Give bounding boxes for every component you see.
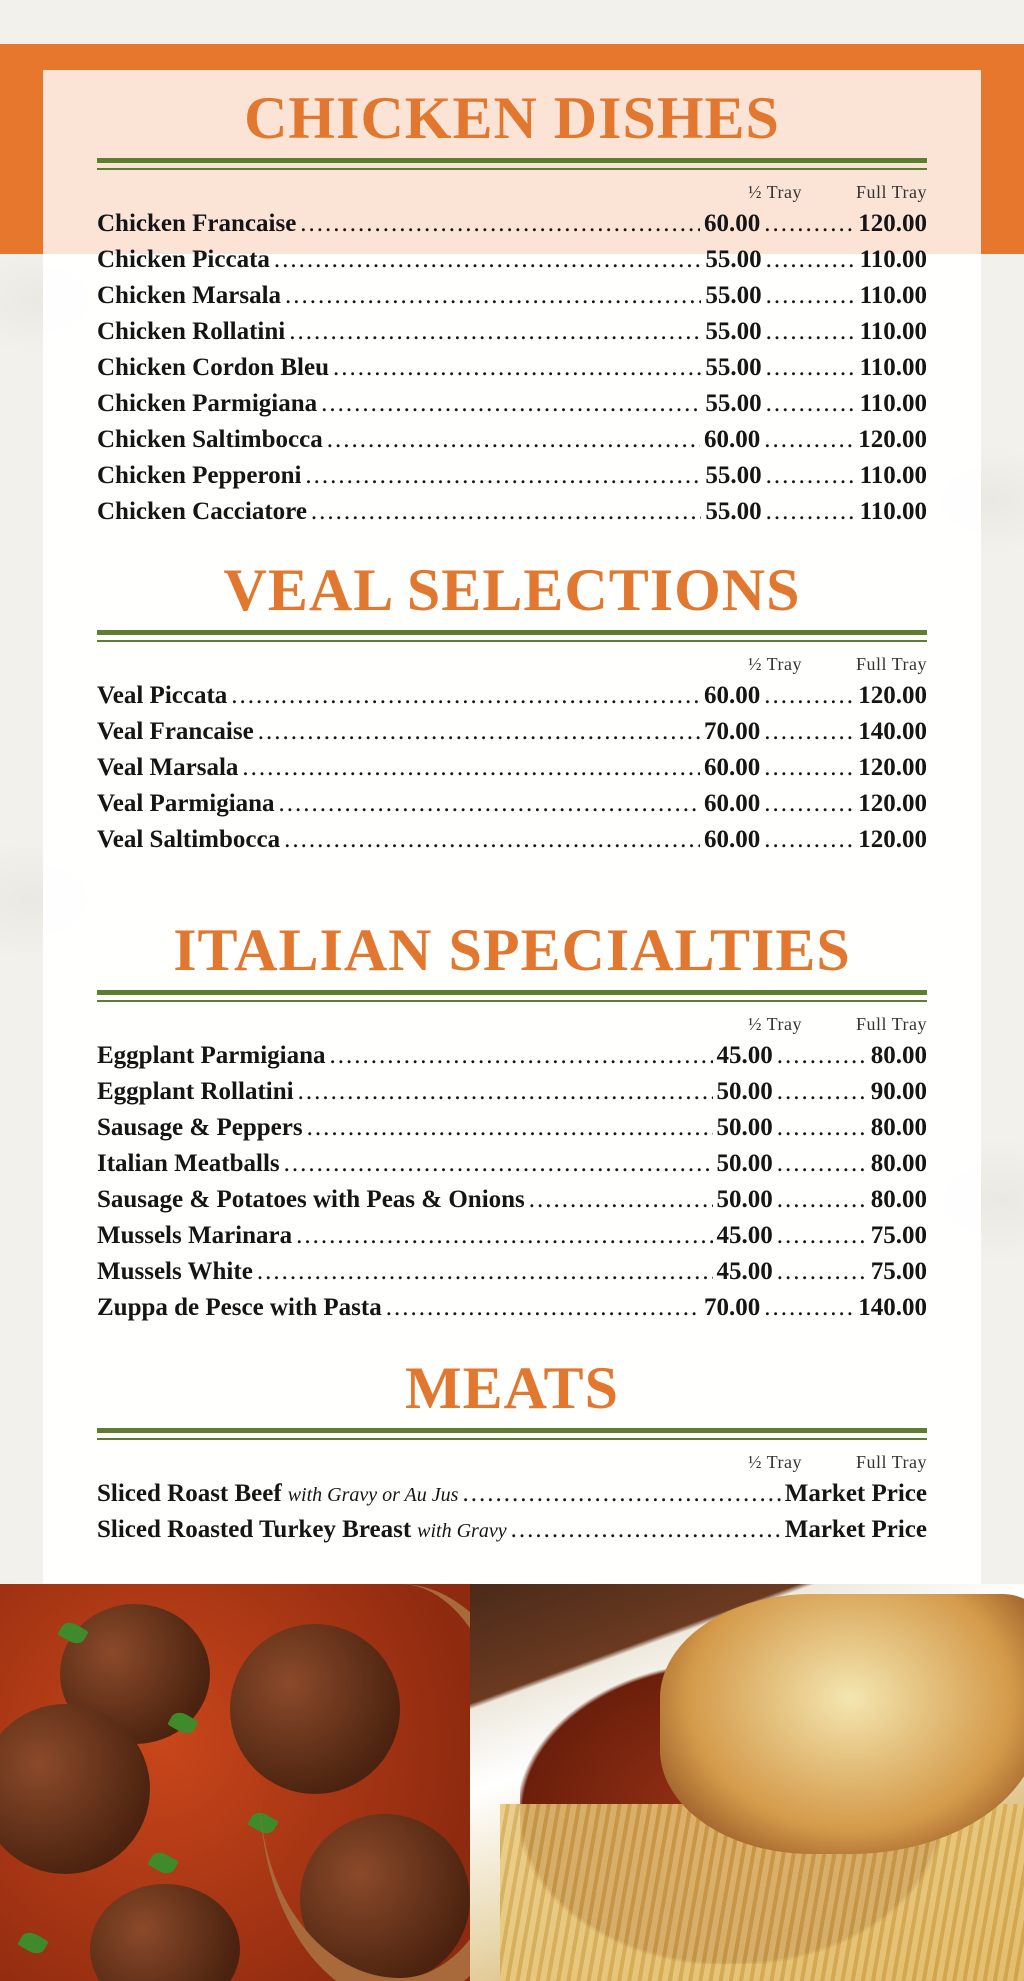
item-name: Veal Parmigiana <box>97 790 275 817</box>
half-tray-header: ½ Tray <box>747 182 802 202</box>
full-tray-price: 110.00 <box>859 462 927 489</box>
half-tray-price: 45.00 <box>716 1042 773 1069</box>
leader-dots <box>257 1254 713 1290</box>
item-name: Veal Saltimbocca <box>97 826 281 853</box>
leader-dots <box>764 750 854 786</box>
half-tray-price: 55.00 <box>705 462 762 489</box>
leader-dots <box>764 422 854 458</box>
leader-dots <box>764 678 854 714</box>
menu-content <box>97 70 927 1548</box>
half-tray-price: 45.00 <box>716 1222 773 1249</box>
full-tray-price: 80.00 <box>870 1186 927 1213</box>
leader-dots <box>764 1290 854 1326</box>
item-name: Chicken Cordon Bleu <box>97 354 329 381</box>
full-tray-price: 120.00 <box>858 826 927 853</box>
section-divider <box>97 158 927 170</box>
item-name: Chicken Piccata <box>97 246 270 273</box>
leader-dots <box>529 1182 713 1218</box>
full-tray-price: 110.00 <box>859 354 927 381</box>
leader-dots <box>333 350 701 386</box>
half-tray-price: 55.00 <box>705 246 762 273</box>
full-tray-price: 90.00 <box>870 1078 927 1105</box>
half-tray-price: 50.00 <box>716 1114 773 1141</box>
leader-dots <box>298 1074 713 1110</box>
column-headers <box>97 1452 927 1476</box>
leader-dots <box>766 278 856 314</box>
cutlet <box>660 1594 1024 1854</box>
leader-dots <box>321 386 701 422</box>
leader-dots <box>296 1218 712 1254</box>
leader-dots <box>274 242 701 278</box>
half-tray-price: 45.00 <box>716 1258 773 1285</box>
item-name: Sliced Roast Beef <box>97 1480 282 1507</box>
section-veal-selections <box>97 557 927 858</box>
leader-dots <box>777 1218 867 1254</box>
item-name: Chicken Saltimbocca <box>97 426 323 453</box>
menu-item <box>97 386 927 422</box>
leader-dots <box>766 386 856 422</box>
leader-dots <box>777 1110 867 1146</box>
full-tray-price: 75.00 <box>870 1258 927 1285</box>
leader-dots <box>258 714 700 750</box>
half-tray-price: 55.00 <box>705 390 762 417</box>
leader-dots <box>285 278 701 314</box>
leader-dots <box>764 714 854 750</box>
full-tray-price: 120.00 <box>858 210 927 237</box>
half-tray-header: ½ Tray <box>747 1452 802 1472</box>
leader-dots <box>777 1074 867 1110</box>
half-tray-price: 50.00 <box>716 1150 773 1177</box>
menu-item <box>97 1110 927 1146</box>
meatball <box>90 1884 240 1981</box>
full-tray-price: 110.00 <box>859 390 927 417</box>
leader-dots <box>311 494 701 530</box>
section-divider <box>97 630 927 642</box>
herb-garnish <box>17 1929 49 1958</box>
item-name: Eggplant Rollatini <box>97 1078 294 1105</box>
item-name: Chicken Rollatini <box>97 318 286 345</box>
leader-dots <box>242 750 700 786</box>
leader-dots <box>777 1146 867 1182</box>
column-headers <box>97 1014 927 1038</box>
menu-item <box>97 1038 927 1074</box>
menu-item <box>97 1512 927 1548</box>
column-headers <box>97 182 927 206</box>
section-title: VEAL SELECTIONS <box>223 557 801 623</box>
leader-dots <box>279 786 700 822</box>
leader-dots <box>777 1254 867 1290</box>
leader-dots <box>777 1038 867 1074</box>
half-tray-price: 55.00 <box>705 498 762 525</box>
item-name: Chicken Parmigiana <box>97 390 318 417</box>
full-tray-price: 120.00 <box>858 790 927 817</box>
leader-dots <box>327 422 700 458</box>
menu-item <box>97 714 927 750</box>
half-tray-price: 55.00 <box>705 354 762 381</box>
leader-dots <box>766 494 856 530</box>
leader-dots <box>766 314 856 350</box>
menu-item <box>97 278 927 314</box>
section-title: ITALIAN SPECIALTIES <box>173 917 851 983</box>
item-note: with Gravy <box>417 1520 507 1542</box>
leader-dots <box>777 1182 867 1218</box>
leader-dots <box>764 786 854 822</box>
herb-garnish <box>147 1849 179 1878</box>
full-tray-price: 120.00 <box>858 426 927 453</box>
menu-item <box>97 458 927 494</box>
leader-dots <box>330 1038 713 1074</box>
leader-dots <box>764 206 854 242</box>
half-tray-price: 60.00 <box>704 790 761 817</box>
menu-item <box>97 1218 927 1254</box>
full-tray-price: 110.00 <box>859 498 927 525</box>
item-name: Chicken Francaise <box>97 210 297 237</box>
full-tray-price: 140.00 <box>858 1294 927 1321</box>
half-tray-header: ½ Tray <box>747 654 802 674</box>
menu-item <box>97 678 927 714</box>
item-name: Eggplant Parmigiana <box>97 1042 326 1069</box>
menu-item <box>97 786 927 822</box>
item-name: Sausage & Peppers <box>97 1114 303 1141</box>
leader-dots <box>462 1476 780 1512</box>
half-tray-price: 60.00 <box>704 210 761 237</box>
market-price: Market Price <box>784 1480 927 1507</box>
item-name: Sausage & Potatoes with Peas & Onions <box>97 1186 525 1213</box>
item-name: Zuppa de Pesce with Pasta <box>97 1294 382 1321</box>
menu-item <box>97 822 927 858</box>
leader-dots <box>386 1290 700 1326</box>
menu-item <box>97 1476 927 1512</box>
half-tray-price: 60.00 <box>704 682 761 709</box>
item-name: Veal Piccata <box>97 682 228 709</box>
full-tray-price: 80.00 <box>870 1114 927 1141</box>
section-meats <box>97 1355 927 1548</box>
menu-item <box>97 750 927 786</box>
full-tray-price: 110.00 <box>859 282 927 309</box>
full-tray-header: Full Tray <box>855 1452 927 1472</box>
full-tray-price: 120.00 <box>858 754 927 781</box>
full-tray-price: 110.00 <box>859 318 927 345</box>
menu-item <box>97 206 927 242</box>
half-tray-price: 50.00 <box>716 1078 773 1105</box>
full-tray-header: Full Tray <box>855 654 927 674</box>
section-title: CHICKEN DISHES <box>244 85 780 151</box>
full-tray-price: 110.00 <box>859 246 927 273</box>
half-tray-header: ½ Tray <box>747 1014 802 1034</box>
leader-dots <box>231 678 700 714</box>
menu-item <box>97 1074 927 1110</box>
half-tray-price: 70.00 <box>704 718 761 745</box>
section-title: MEATS <box>405 1355 619 1421</box>
menu-item <box>97 314 927 350</box>
item-name: Mussels Marinara <box>97 1222 293 1249</box>
menu-item <box>97 422 927 458</box>
leader-dots <box>289 314 701 350</box>
menu-item <box>97 1290 927 1326</box>
market-price: Market Price <box>784 1516 927 1543</box>
menu-item <box>97 494 927 530</box>
half-tray-price: 60.00 <box>704 426 761 453</box>
leader-dots <box>307 1110 713 1146</box>
leader-dots <box>766 458 856 494</box>
half-tray-price: 70.00 <box>704 1294 761 1321</box>
section-italian-specialties <box>97 917 927 1326</box>
leader-dots <box>511 1512 781 1548</box>
menu-item <box>97 1182 927 1218</box>
leader-dots <box>766 242 856 278</box>
full-tray-price: 75.00 <box>870 1222 927 1249</box>
item-name: Italian Meatballs <box>97 1150 280 1177</box>
leader-dots <box>764 822 854 858</box>
full-tray-price: 80.00 <box>870 1150 927 1177</box>
half-tray-price: 60.00 <box>704 826 761 853</box>
section-divider <box>97 1428 927 1440</box>
leader-dots <box>300 206 700 242</box>
menu-item <box>97 1146 927 1182</box>
full-tray-header: Full Tray <box>855 182 927 202</box>
full-tray-price: 120.00 <box>858 682 927 709</box>
menu-item <box>97 242 927 278</box>
item-note: with Gravy or Au Jus <box>287 1484 459 1506</box>
food-photo <box>0 1584 1024 1981</box>
full-tray-price: 80.00 <box>870 1042 927 1069</box>
item-name: Veal Francaise <box>97 718 254 745</box>
item-name: Mussels White <box>97 1258 253 1285</box>
full-tray-price: 140.00 <box>858 718 927 745</box>
half-tray-price: 50.00 <box>716 1186 773 1213</box>
section-divider <box>97 990 927 1002</box>
leader-dots <box>305 458 701 494</box>
half-tray-price: 55.00 <box>705 318 762 345</box>
meatballs-photo <box>0 1584 540 1981</box>
item-name: Chicken Cacciatore <box>97 498 307 525</box>
section-chicken-dishes <box>97 85 927 530</box>
column-headers <box>97 654 927 678</box>
half-tray-price: 60.00 <box>704 754 761 781</box>
item-name: Chicken Pepperoni <box>97 462 302 489</box>
item-name: Veal Marsala <box>97 754 239 781</box>
menu-item <box>97 1254 927 1290</box>
menu-item <box>97 350 927 386</box>
item-name: Chicken Marsala <box>97 282 282 309</box>
half-tray-price: 55.00 <box>705 282 762 309</box>
leader-dots <box>284 822 700 858</box>
leader-dots <box>766 350 856 386</box>
item-name: Sliced Roasted Turkey Breast <box>97 1516 412 1543</box>
full-tray-header: Full Tray <box>855 1014 927 1034</box>
leader-dots <box>284 1146 713 1182</box>
